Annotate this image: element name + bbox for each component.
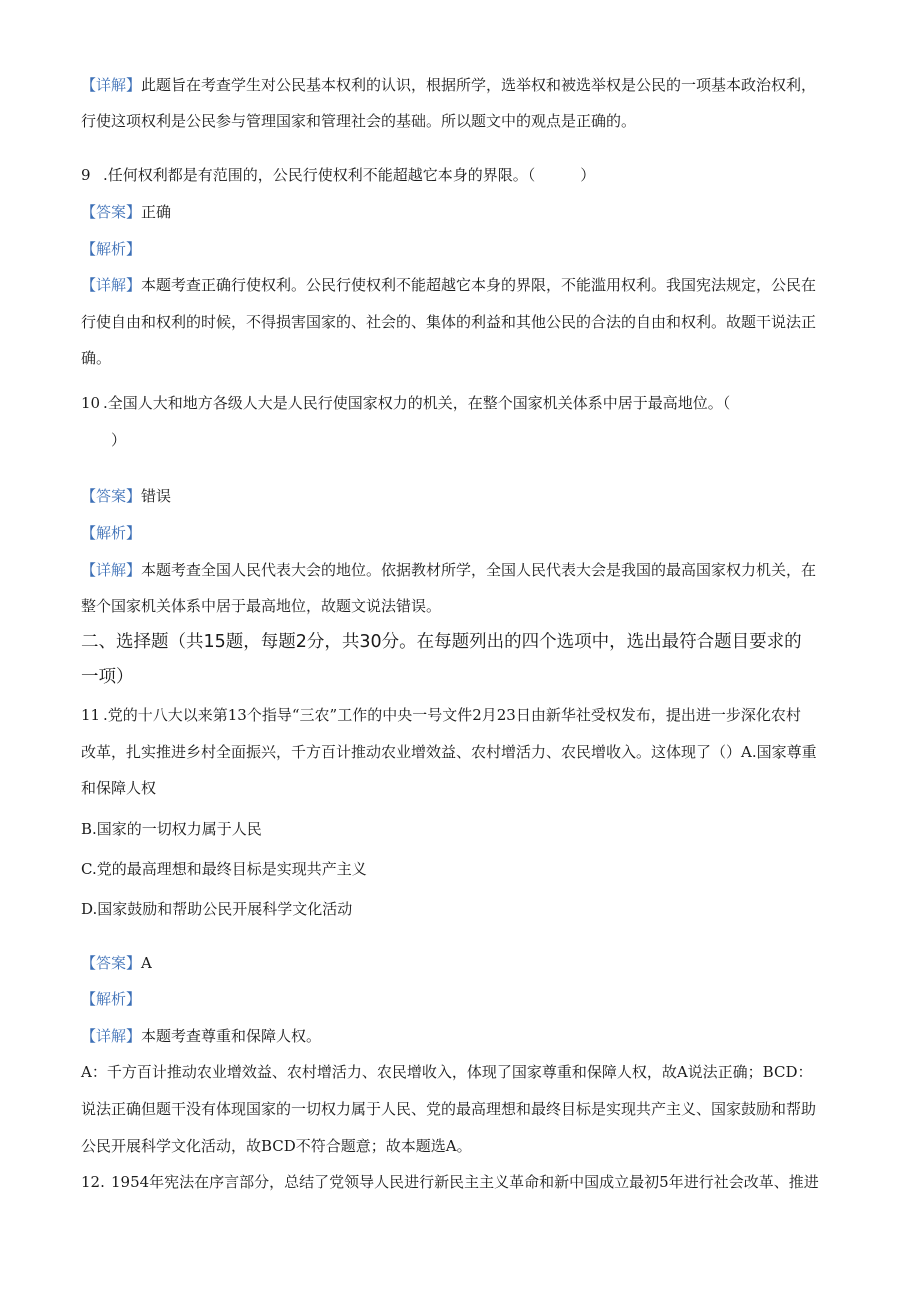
q9-stem-text: .任何权利都是有范围的，公民行使权利不能超越它本身的界限。（ ） — [103, 166, 596, 184]
detail-label: 【详解】 — [81, 276, 142, 294]
q11-stem-text-1: .党的十八大以来第13个指导“三农”工作的中央一号文件2月23日由新华社受权发布，提出进一步深化农村 — [103, 706, 801, 724]
q9-detail-line-1 — [81, 275, 816, 295]
q10-stem — [81, 393, 730, 413]
answer-label: 【答案】 — [81, 954, 142, 972]
detail-label: 【详解】 — [81, 561, 142, 579]
q9-detail-line-3: 确。 — [81, 349, 112, 367]
answer-label: 【答案】 — [81, 487, 142, 505]
q10-stem-close: ） — [111, 431, 127, 449]
q10-number: 10 — [81, 394, 101, 412]
section-2-title-line-2: 一项） — [81, 667, 134, 687]
detail-label: 【详解】 — [81, 76, 142, 94]
q11-analysis-label: 【解析】 — [81, 990, 142, 1008]
q9-stem — [81, 165, 595, 185]
q10-analysis-label: 【解析】 — [81, 524, 142, 542]
q12-number: 12. — [81, 1173, 105, 1191]
q9-answer — [81, 202, 171, 222]
q10-stem-text: .全国人大和地方各级人大是人民行使国家权力的机关，在整个国家机关体系中居于最高地位。（ — [103, 394, 731, 412]
q9-number: 9 — [81, 166, 91, 184]
q10-answer — [81, 486, 171, 506]
answer-label: 【答案】 — [81, 203, 142, 221]
q9-detail-line-2: 行使自由和权利的时候，不得损害国家的、社会的、集体的利益和其他公民的合法的自由和权利。故题干说法正 — [81, 313, 817, 331]
q11-stem-line-3: 和保障人权 — [81, 779, 157, 797]
q8-detail-text-1: 此题旨在考查学生对公民基本权利的认识，根据所学，选举权和被选举权是公民的一项基本政治权利， — [141, 76, 817, 94]
q11-detail — [81, 1026, 321, 1046]
q11-option-c: C.党的最高理想和最终目标是实现共产主义 — [81, 860, 367, 878]
q11-explain-line-2: 说法正确但题干没有体现国家的一切权力属于人民、党的最高理想和最终目标是实现共产主义、国家鼓励和帮助 — [81, 1100, 817, 1118]
q10-detail-line-1 — [81, 560, 816, 580]
q10-detail-text-1: 本题考查全国人民代表大会的地位。依据教材所学，全国人民代表大会是我国的最高国家权力机关，在 — [141, 561, 817, 579]
q10-detail-line-2: 整个国家机关体系中居于最高地位，故题文说法错误。 — [81, 597, 442, 615]
detail-label: 【详解】 — [81, 1027, 142, 1045]
section-2-title-line-1: 二、选择题（共15题，每题2分，共30分。在每题列出的四个选项中，选出最符合题目要求的 — [81, 632, 802, 652]
q10-answer-text: 错误 — [141, 487, 172, 505]
q8-detail-line-1 — [81, 75, 816, 95]
q11-option-d: D.国家鼓励和帮助公民开展科学文化活动 — [81, 900, 353, 918]
q9-detail-text-1: 本题考查正确行使权利。公民行使权利不能超越它本身的界限，不能滥用权利。我国宪法规定，公民在 — [141, 276, 817, 294]
q11-option-b: B.国家的一切权力属于人民 — [81, 820, 262, 838]
q11-explain-line-3: 公民开展科学文化活动，故BCD不符合题意；故本题选A。 — [81, 1137, 472, 1155]
q11-answer-text: A — [141, 954, 152, 972]
q8-detail-line-2: 行使这项权利是公民参与管理国家和管理社会的基础。所以题文中的观点是正确的。 — [81, 112, 637, 130]
q12-stem-text-1: 1954年宪法在序言部分，总结了党领导人民进行新民主主义革命和新中国成立最初5年进行社会改革、推进 — [111, 1173, 819, 1191]
q11-stem-line-2: 改革，扎实推进乡村全面振兴，千方百计推动农业增效益、农村增活力、农民增收入。这体现了（）A.国家尊重 — [81, 743, 817, 761]
q9-analysis-label: 【解析】 — [81, 240, 142, 258]
q11-number: 11 — [81, 706, 101, 724]
q11-stem-line-1 — [81, 705, 801, 725]
q11-detail-text: 本题考查尊重和保障人权。 — [141, 1027, 322, 1045]
q11-explain-line-1: A：千方百计推动农业增效益、农村增活力、农民增收入，体现了国家尊重和保障人权，故A说法正确；BCD： — [81, 1063, 813, 1081]
q11-answer — [81, 953, 152, 973]
q9-answer-text: 正确 — [141, 203, 172, 221]
q12-stem-line-1 — [81, 1172, 819, 1192]
